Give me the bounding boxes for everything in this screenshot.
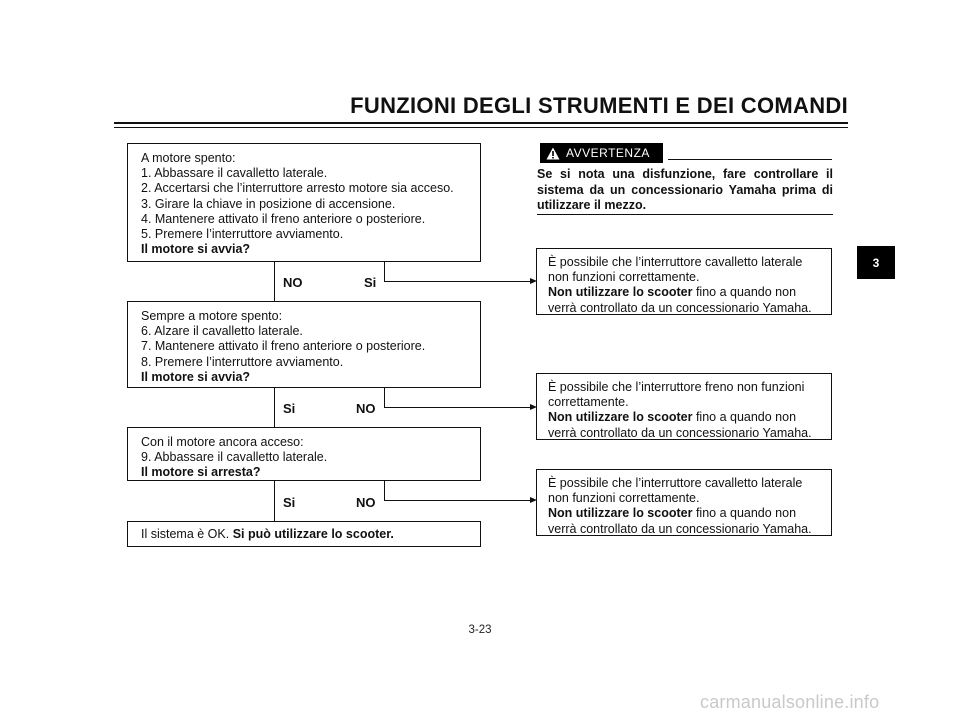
step3-line: Con il motore ancora acceso: (141, 435, 304, 449)
result-rest: fino a quando non (692, 506, 797, 521)
flow-step-2-box (127, 301, 481, 388)
connector-down-3 (274, 481, 275, 521)
watermark: carmanualsonline.info (700, 692, 880, 712)
warning-bottom-rule (537, 214, 833, 215)
result-line: verrà controllato da un concessionario Yamaha. (548, 425, 812, 440)
connector-right-2-vertical (384, 388, 385, 408)
flow-step-3-box (127, 427, 481, 481)
result-rest: fino a quando non (692, 285, 797, 300)
result-line (548, 285, 823, 300)
step4-bold-text: Si può utilizzare lo scooter. (232, 527, 394, 541)
page-number: 3-23 (468, 624, 492, 636)
step4-line (141, 527, 470, 542)
step1-line: 1. Abbassare il cavalletto laterale. (141, 166, 328, 181)
flow-step-4-box (127, 521, 481, 547)
step2-line: 6. Alzare il cavalletto laterale. (141, 324, 303, 339)
step3-question: Il motore si arresta? (141, 465, 261, 480)
result-bold: Non utilizzare lo scooter (548, 285, 693, 300)
result-line: non funzioni correttamente. (548, 491, 700, 506)
connector-right-3-horizontal (384, 500, 530, 501)
result-line: non funzioni correttamente. (548, 270, 700, 285)
warning-triangle-icon (546, 147, 560, 160)
result-box-3 (536, 469, 832, 536)
chapter-tab: 3 (857, 246, 895, 279)
result-line (548, 410, 823, 425)
connector-down-1 (274, 262, 275, 301)
result-line: correttamente. (548, 395, 629, 410)
step1-line: A motore spento: (141, 151, 236, 165)
result-line: verrà controllato da un concessionario Yamaha. (548, 521, 812, 536)
result-line: È possibile che l’interruttore cavalletto laterale (548, 255, 803, 269)
result-line: È possibile che l’interruttore freno non funzioni (548, 380, 805, 394)
step2-line: 7. Mantenere attivato il freno anteriore o posteriore. (141, 339, 426, 354)
step1-question: Il motore si avvia? (141, 242, 251, 257)
connector-right-1-horizontal (384, 281, 530, 282)
branch1-down-label: NO (283, 275, 303, 290)
branch2-down-label: Si (283, 401, 296, 416)
connector-right-2-horizontal (384, 407, 530, 408)
connector-down-2 (274, 388, 275, 427)
branch3-right-label: NO (356, 495, 376, 510)
result-rest: fino a quando non (692, 410, 797, 425)
result-line: verrà controllato da un concessionario Yamaha. (548, 300, 812, 315)
result-box-1 (536, 248, 832, 315)
step1-line: 5. Premere l’interruttore avviamento. (141, 227, 344, 242)
step2-line: Sempre a motore spento: (141, 309, 283, 323)
header-rule-thick (114, 122, 848, 124)
result-bold: Non utilizzare lo scooter (548, 410, 693, 425)
result-line: È possibile che l’interruttore cavalletto laterale (548, 476, 803, 490)
connector-right-1-vertical (384, 262, 385, 282)
step4-text: Il sistema è OK. (141, 527, 230, 541)
page-title: FUNZIONI DEGLI STRUMENTI E DEI COMANDI (350, 93, 848, 118)
branch3-down-label: Si (283, 495, 296, 510)
warning-header-rule (668, 159, 832, 160)
step3-line: 9. Abbassare il cavalletto laterale. (141, 450, 328, 465)
branch2-right-label: NO (356, 401, 376, 416)
step2-question: Il motore si avvia? (141, 369, 251, 384)
warning-text: Se si nota una disfunzione, fare controllare il sistema da un concessionario Yamaha prima di utilizzare il mezzo. (537, 167, 833, 212)
step1-line: 2. Accertarsi che l’interruttore arresto motore sia acceso. (141, 181, 454, 196)
warning-label: AVVERTENZA (566, 146, 650, 160)
result-line (548, 506, 823, 521)
connector-right-3-vertical (384, 481, 385, 501)
step1-line: 3. Girare la chiave in posizione di accensione. (141, 196, 396, 211)
result-box-2 (536, 373, 832, 440)
step1-line: 4. Mantenere attivato il freno anteriore o posteriore. (141, 211, 426, 226)
step2-line: 8. Premere l’interruttore avviamento. (141, 354, 344, 369)
warning-badge (540, 143, 663, 163)
result-bold: Non utilizzare lo scooter (548, 506, 693, 521)
branch1-right-label: Si (364, 275, 377, 290)
flow-step-1-box (127, 143, 481, 262)
header-rule-thin (114, 127, 848, 128)
